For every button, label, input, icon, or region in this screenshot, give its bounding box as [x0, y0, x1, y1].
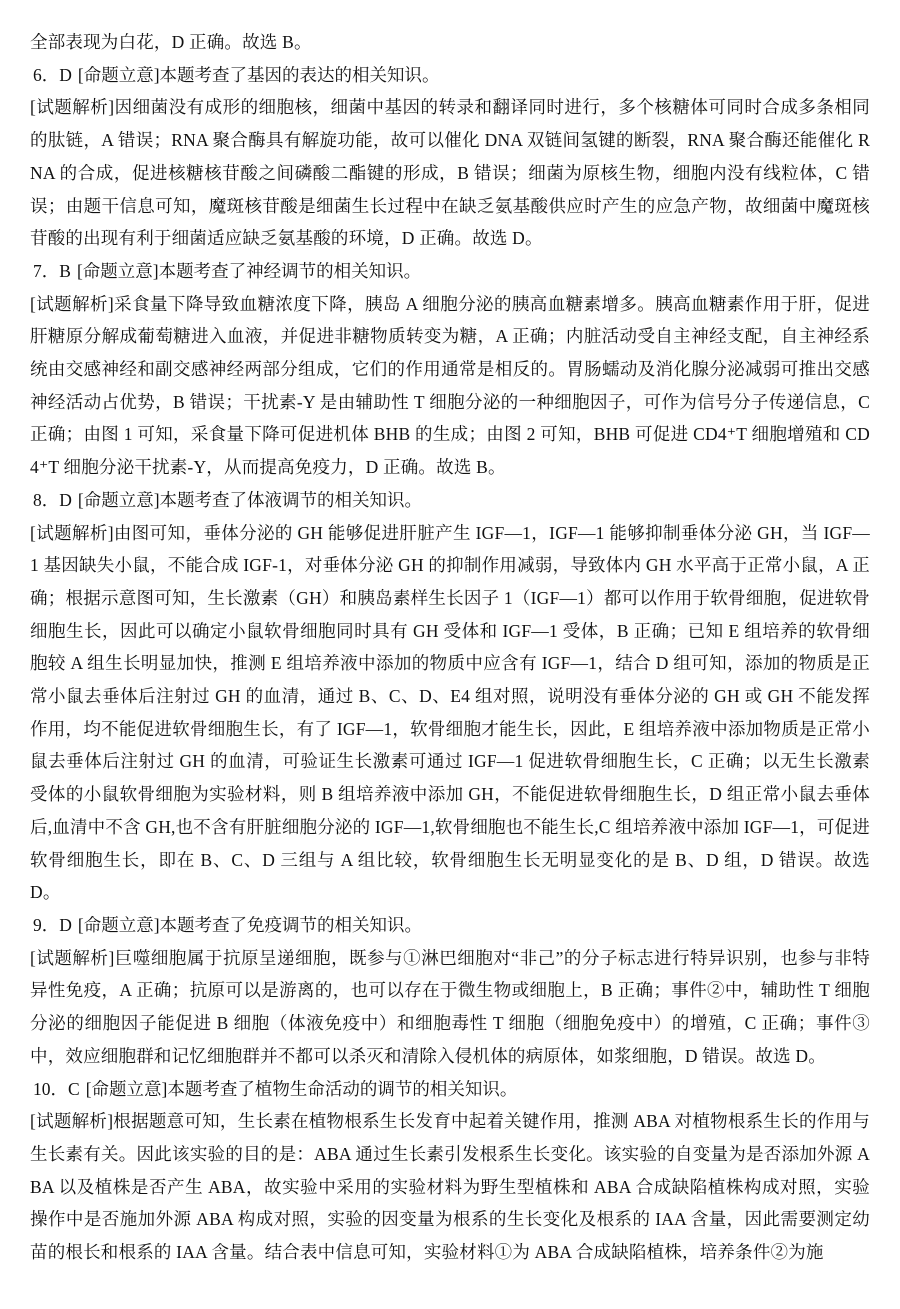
question-number-and-answer: 9．D	[33, 914, 72, 935]
analysis-paragraph	[30, 1105, 870, 1269]
analysis-text: 因细菌没有成形的细胞核，细菌中基因的转录和翻译同时进行，多个核糖体可同时合成多条相同的肽链，A 错误；RNA 聚合酶具有解旋功能，故可以催化 DNA 双链间氢键的断裂，RNA 聚合酶还能催化 RNA 的合成，促进核糖核苷酸之间磷酸二酯键的形成，B 错误；细菌为原核生物，细胞内没有线粒体，C 错误；由题干信息可知，魔斑核苷酸是细菌生长过程中在缺乏氨基酸供应时产生的应急产物，故细菌中魔斑核苷酸的出现有利于细菌适应缺乏氨基酸的环境，D 正确。故选 D。	[30, 97, 870, 249]
intent-label: [命题立意]	[85, 1078, 168, 1099]
analysis-label: [试题解析]	[30, 522, 114, 543]
question-number-and-answer: 7．B	[33, 260, 71, 281]
analysis-paragraph	[30, 942, 870, 1073]
analysis-label: [试题解析]	[30, 947, 115, 968]
intent-text: 本题考查了免疫调节的相关知识。	[159, 914, 423, 935]
answer-item-7	[30, 255, 870, 484]
item-header	[30, 255, 870, 288]
intent-label: [命题立意]	[77, 64, 160, 85]
previous-item-tail-fragment: 全部表现为白花，D 正确。故选 B。	[30, 32, 312, 52]
answer-item-6	[30, 59, 870, 255]
analysis-text: 根据题意可知，生长素在植物根系生长发育中起着关键作用，推测 ABA 对植物根系生长的作用与生长素有关。因此该实验的目的是：ABA 通过生长素引发根系生长变化。该实验的自变量为是否添加外源 ABA 以及植株是否产生 ABA，故实验中采用的实验材料为野生型植株和 ABA 合成缺陷植株构成对照，实验操作中是否施加外源 ABA 构成对照，实验的因变量为根系的生长变化及根系的 IAA 含量，因此需要测定幼苗的根长和根系的 IAA 含量。结合表中信息可知，实验材料①为 ABA 合成缺陷植株，培养条件②为施	[30, 1111, 870, 1263]
answer-item-9	[30, 909, 870, 1073]
analysis-paragraph	[30, 517, 870, 909]
intent-label: [命题立意]	[76, 260, 159, 281]
answer-item-10	[30, 1073, 870, 1269]
intent-text: 本题考查了体液调节的相关知识。	[159, 489, 423, 510]
intent-text: 本题考查了植物生命活动的调节的相关知识。	[167, 1078, 518, 1099]
intent-label: [命题立意]	[77, 914, 160, 935]
analysis-text: 采食量下降导致血糖浓度下降，胰岛 A 细胞分泌的胰高血糖素增多。胰高血糖素作用于肝，促进肝糖原分解成葡萄糖进入血液，并促进非糖物质转变为糖，A 正确；内脏活动受自主神经支配，自主神经系统由交感神经和副交感神经两部分组成，它们的作用通常是相反的。胃肠蠕动及消化腺分泌减弱可推出交感神经活动占优势，B 错误；干扰素-Y 是由辅助性 T 细胞分泌的一种细胞因子，可作为信号分子传递信息，C 正确；由图 1 可知，采食量下降可促进机体 BHB 的生成；由图 2 可知，BHB 可促进 CD4⁺T 细胞增殖和 CD4⁺T 细胞分泌干扰素-Y，从而提高免疫力，D 正确。故选 B。	[30, 293, 870, 478]
intent-text: 本题考查了基因的表达的相关知识。	[159, 64, 440, 85]
intent-text: 本题考查了神经调节的相关知识。	[158, 260, 422, 281]
analysis-label: [试题解析]	[30, 97, 115, 118]
item-header	[30, 484, 870, 517]
analysis-label: [试题解析]	[30, 293, 114, 314]
intent-label: [命题立意]	[77, 489, 160, 510]
analysis-paragraph	[30, 91, 870, 255]
answer-item-8	[30, 484, 870, 909]
question-number-and-answer: 8．D	[33, 489, 72, 510]
analysis-label: [试题解析]	[30, 1111, 114, 1132]
item-header	[30, 909, 870, 942]
analysis-text: 由图可知，垂体分泌的 GH 能够促进肝脏产生 IGF—1，IGF—1 能够抑制垂体分泌 GH，当 IGF—1 基因缺失小鼠，不能合成 IGF-1，对垂体分泌 GH 的抑制作用减弱，导致体内 GH 水平高于正常小鼠，A 正确；根据示意图可知，生长激素（GH）和胰岛素样生长因子 1（IGF—1）都可以作用于软骨细胞，促进软骨细胞生长，因此可以确定小鼠软骨细胞同时具有 GH 受体和 IGF—1 受体，B 正确；已知 E 组培养的软骨细胞较 A 组生长明显加快，推测 E 组培养液中添加的物质中应含有 IGF—1，结合 D 组可知，添加的物质是正常小鼠去垂体后注射过 GH 的血清，通过 B、C、D、E4 组对照，说明没有垂体分泌的 GH 或 GH 不能发挥作用，均不能促进软骨细胞生长，有了 IGF—1，软骨细胞才能生长，因此，E 组培养液中添加物质是正常小鼠去垂体后注射过 GH 的血清，可验证生长激素可通过 IGF—1 促进软骨细胞生长，C 正确；以无生长激素受体的小鼠软骨细胞为实验材料，则 B 组培养液中添加 GH，不能促进软骨细胞生长，D 组正常小鼠去垂体后,血清中不含 GH,也不含有肝脏细胞分泌的 IGF—1,软骨细胞也不能生长,C 组培养液中添加 IGF—1，可促进软骨细胞生长，即在 B、C、D 三组与 A 组比较，软骨细胞生长无明显变化的是 B、D 组，D 错误。故选 D。	[30, 522, 870, 903]
analysis-paragraph	[30, 288, 870, 484]
analysis-text: 巨噬细胞属于抗原呈递细胞，既参与①淋巴细胞对“非己”的分子标志进行特异识别，也参与非特异性免疫，A 正确；抗原可以是游离的，也可以存在于微生物或细胞上，B 正确；事件②中，辅助性 T 细胞分泌的细胞因子能促进 B 细胞（体液免疫中）和细胞毒性 T 细胞（细胞免疫中）的增殖，C 正确；事件③中，效应细胞群和记忆细胞群并不都可以杀灭和清除入侵机体的病原体，如浆细胞，D 错误。故选 D。	[30, 947, 871, 1066]
question-number-and-answer: 6．D	[33, 64, 72, 85]
question-number-and-answer: 10．C	[33, 1078, 80, 1099]
item-header	[30, 59, 870, 92]
item-header	[30, 1073, 870, 1106]
